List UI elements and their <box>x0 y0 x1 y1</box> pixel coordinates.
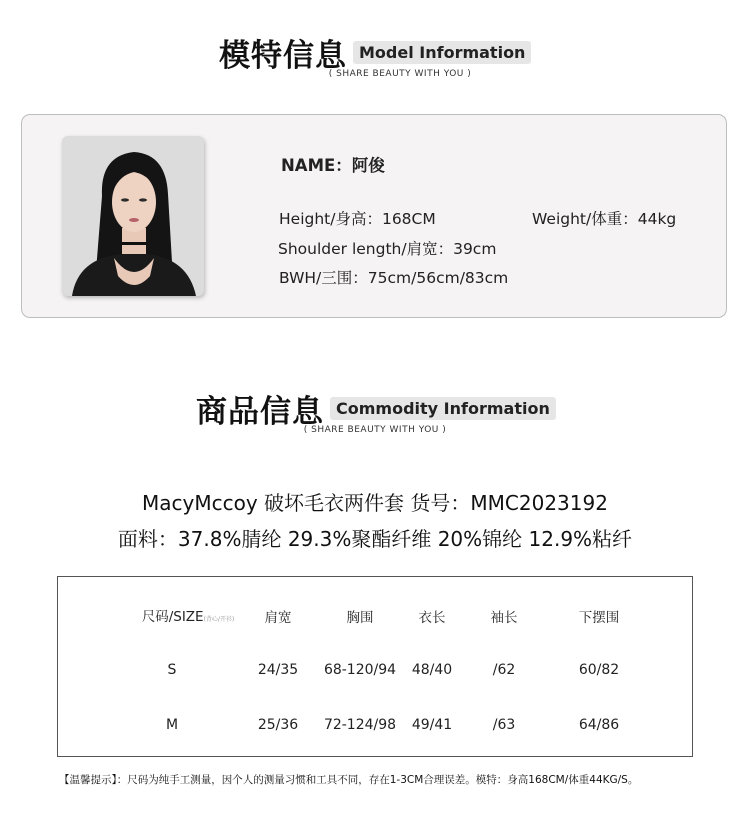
size-header-cell <box>142 605 235 625</box>
commodity-title-cn: 商品信息 <box>196 394 324 430</box>
model-height: Height/身高：168CM <box>279 210 436 228</box>
header-sleeve: 袖长 <box>490 610 518 626</box>
size-header-label: 尺码/SIZE <box>141 609 204 625</box>
model-photo <box>62 136 204 296</box>
row-s-sleeve: /62 <box>492 662 516 678</box>
header-chest: 胸围 <box>346 610 374 626</box>
model-subtitle: ( SHARE BEAUTY WITH YOU ) <box>328 69 472 79</box>
model-name-row <box>281 152 385 176</box>
header-hem: 下摆围 <box>578 610 620 626</box>
model-title-en: Model Information <box>353 41 531 65</box>
model-portrait-image <box>62 136 204 296</box>
row-m-size: M <box>165 717 179 733</box>
measurement-note: 【温馨提示】：尺码为纯手工测量，因个人的测量习惯和工具不同，存在1-3CM合理误差。模特：身高168CM/体重44KG/S。 <box>59 774 639 786</box>
model-title-cn: 模特信息 <box>219 38 347 74</box>
model-name-label: NAME： <box>281 156 352 175</box>
row-m-shoulder: 25/36 <box>257 717 299 733</box>
model-name-value: 阿俊 <box>351 156 385 175</box>
product-name-line: MacyMccoy 破坏毛衣两件套 货号：MMC2023192 <box>142 491 608 515</box>
row-m-length: 49/41 <box>411 717 453 733</box>
model-card <box>21 114 727 318</box>
size-table <box>57 576 693 757</box>
commodity-title-en: Commodity Information <box>330 397 556 421</box>
row-m-chest: 72-124/98 <box>323 717 397 733</box>
product-fabric-line: 面料：37.8%腈纶 29.3%聚酯纤维 20%锦纶 12.9%粘纤 <box>117 527 633 551</box>
header-length: 衣长 <box>418 610 446 626</box>
model-weight: Weight/体重：44kg <box>532 210 677 228</box>
row-m-hem: 64/86 <box>578 717 620 733</box>
row-s-shoulder: 24/35 <box>257 662 299 678</box>
header-shoulder: 肩宽 <box>264 610 292 626</box>
model-bwh: BWH/三围：75cm/56cm/83cm <box>279 269 509 287</box>
row-s-hem: 60/82 <box>578 662 620 678</box>
size-header-note: (背心/开衫) <box>203 616 235 623</box>
commodity-subtitle: ( SHARE BEAUTY WITH YOU ) <box>303 425 447 435</box>
row-s-length: 48/40 <box>411 662 453 678</box>
row-s-size: S <box>167 662 177 678</box>
row-s-chest: 68-120/94 <box>323 662 397 678</box>
model-shoulder: Shoulder length/肩宽：39cm <box>278 240 497 258</box>
row-m-sleeve: /63 <box>492 717 516 733</box>
